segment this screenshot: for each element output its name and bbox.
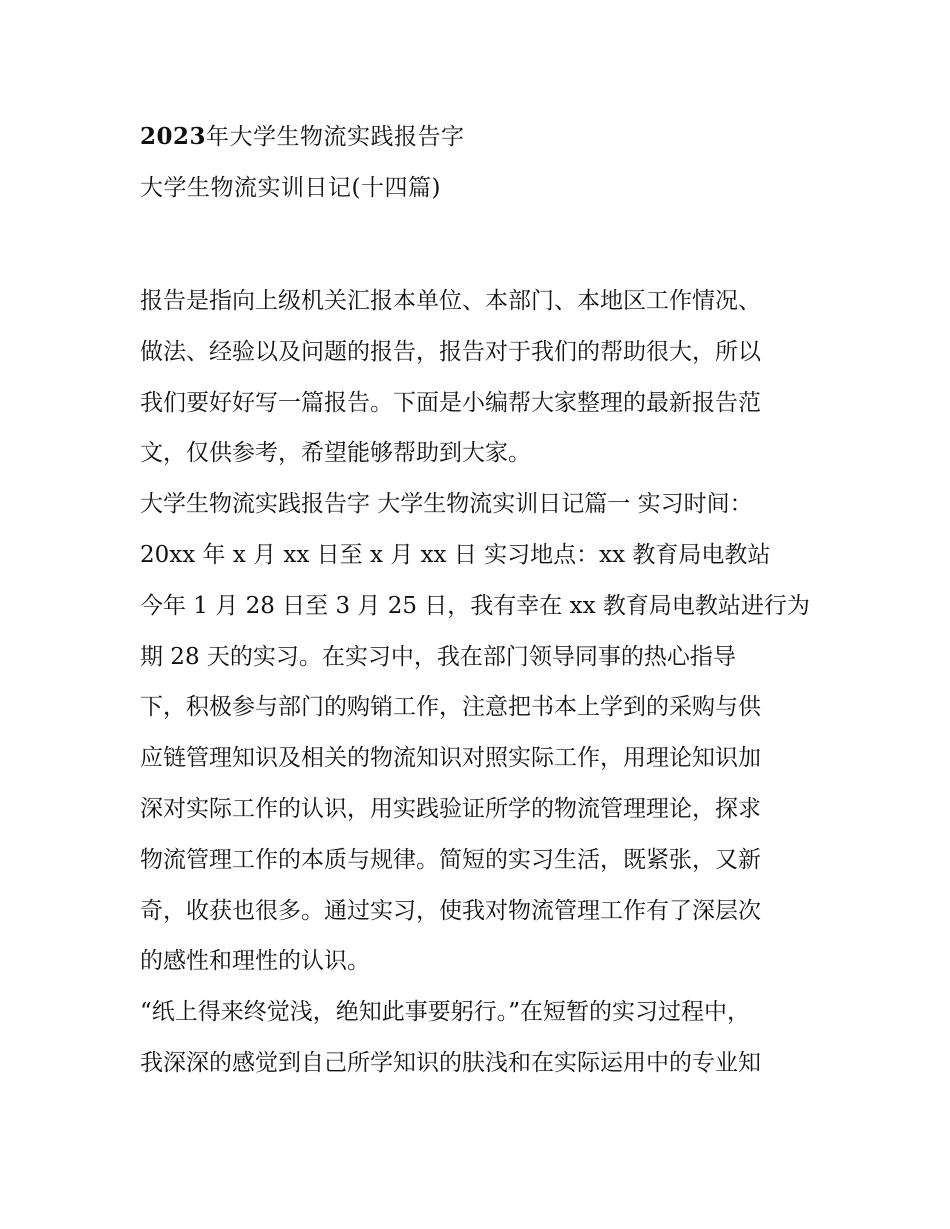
body-line-2: 做法、经验以及问题的报告，报告对于我们的帮助很大，所以	[140, 338, 761, 365]
body-line-16: 我深深的感觉到自己所学知识的肤浅和在实际运用中的专业知	[140, 1049, 761, 1076]
body-line-6: 20xx 年 x 月 xx 日至 x 月 xx 日 实习地点：xx 教育局电教站	[140, 541, 771, 568]
body-line-1: 报告是指向上级机关汇报本单位、本部门、本地区工作情况、	[140, 288, 761, 314]
body-line-7: 今年 1 月 28 日至 3 月 25 日，我有幸在 xx 教育局电教站进行为	[140, 592, 810, 619]
body-line-13: 奇，收获也很多。通过实习，使我对物流管理工作有了深层次	[140, 897, 761, 924]
body-line-9: 下，积极参与部门的购销工作，注意把书本上学到的采购与供	[140, 694, 761, 721]
title-line-2: 大学生物流实训日记(十四篇)	[140, 174, 441, 201]
body-line-14: 的感性和理性的认识。	[140, 948, 370, 975]
title-year: 2023	[140, 123, 207, 150]
document-body	[140, 276, 820, 1089]
title-line-1-text: 年大学生物流实践报告字	[206, 124, 465, 150]
body-line-3: 我们要好好写一篇报告。下面是小编帮大家整理的最新报告范	[140, 389, 761, 416]
body-line-8: 期 28 天的实习。在实习中，我在部门领导同事的热心指导	[140, 643, 736, 670]
document-title	[140, 112, 820, 214]
body-line-15: “纸上得来终觉浅，绝知此事要躬行。”在短暂的实习过程中，	[140, 999, 751, 1026]
body-line-5: 大学生物流实践报告字 大学生物流实训日记篇一 实习时间：	[140, 491, 753, 518]
body-line-11: 深对实际工作的认识，用实践验证所学的物流管理理论，探求	[140, 795, 761, 822]
body-line-10: 应链管理知识及相关的物流知识对照实际工作，用理论知识加	[140, 745, 761, 772]
body-line-4: 文，仅供参考，希望能够帮助到大家。	[140, 440, 531, 467]
title-line-1	[140, 112, 820, 163]
body-line-12: 物流管理工作的本质与规律。简短的实习生活，既紧张，又新	[140, 846, 761, 873]
